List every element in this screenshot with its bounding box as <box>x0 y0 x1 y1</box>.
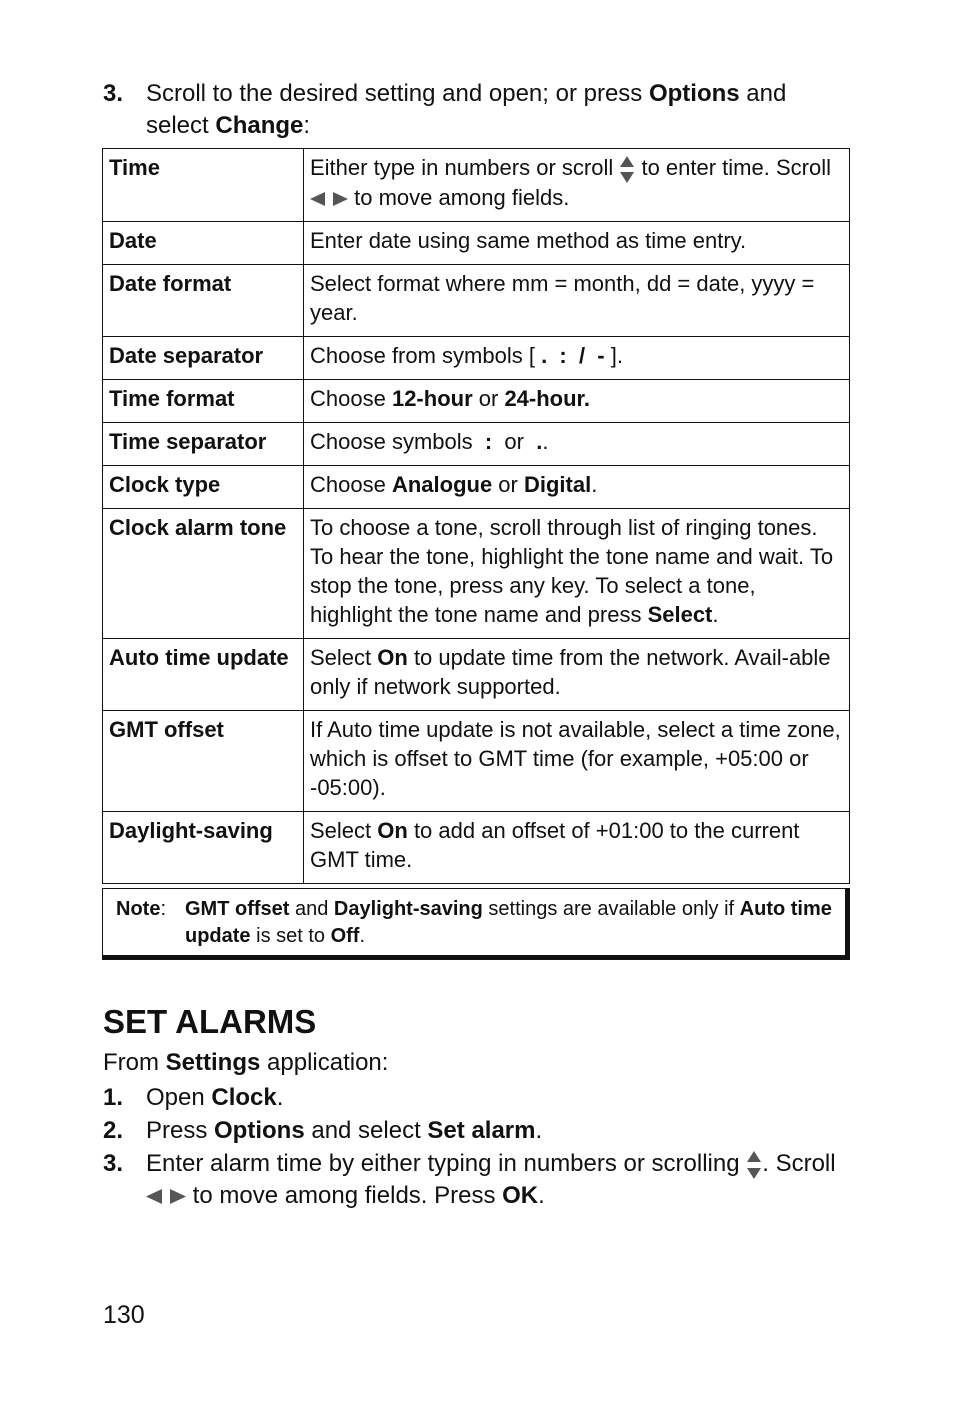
table-row <box>103 465 850 508</box>
step-number: 3. <box>103 80 124 107</box>
step-text: Open Clock. <box>146 1084 284 1111</box>
table-row <box>103 710 850 811</box>
scroll-left-right-icon <box>146 1189 186 1204</box>
note-text: GMT offset and Daylight-saving settings are available only if Auto time update is set to Off. <box>185 898 832 947</box>
step-1-open-clock <box>103 1082 848 1114</box>
step-text: Press Options and select Set alarm. <box>146 1117 543 1144</box>
scroll-up-down-icon <box>619 156 635 183</box>
setting-description: Select On to add an offset of +01:00 to the current GMT time. <box>304 811 850 883</box>
setting-name: Clock type <box>103 465 304 508</box>
table-row <box>103 264 850 336</box>
setting-description: Either type in numbers or scroll to enter time. Scroll to move among fields. <box>304 149 850 222</box>
table-row <box>103 379 850 422</box>
setting-name: Time format <box>103 379 304 422</box>
setting-description: If Auto time update is not available, select a time zone, which is offset to GMT time (for example, +05:00 or -05:00). <box>304 710 850 811</box>
setting-description: Choose 12-hour or 24-hour. <box>304 379 850 422</box>
setting-description: Select On to update time from the network. Avail-able only if network supported. <box>304 638 850 710</box>
step-text: Scroll to the desired setting and open; or press Options and select Change: <box>146 80 787 139</box>
table-row <box>103 221 850 264</box>
setting-description: Choose from symbols [ . : / - ]. <box>304 336 850 379</box>
setting-description: Choose Analogue or Digital. <box>304 465 850 508</box>
table-row <box>103 422 850 465</box>
page-number: 130 <box>103 1301 145 1329</box>
step-3-change-setting <box>103 78 848 142</box>
step-number: 3. <box>103 1150 124 1177</box>
scroll-up-down-icon <box>746 1151 762 1179</box>
note-box <box>102 888 850 960</box>
setting-description: Choose symbols : or .. <box>304 422 850 465</box>
note-label: Note: <box>116 898 167 920</box>
setting-name: Time <box>103 149 304 222</box>
scroll-left-right-icon <box>310 192 348 206</box>
clock-settings-table <box>102 148 850 884</box>
section-intro: From Settings application: <box>103 1049 389 1076</box>
step-text: Enter alarm time by either typing in numbers or scrolling . Scroll to move among fields. Press OK. <box>146 1150 836 1209</box>
step-number: 1. <box>103 1084 124 1111</box>
setting-name: Date <box>103 221 304 264</box>
setting-description: Enter date using same method as time entry. <box>304 221 850 264</box>
table-row <box>103 336 850 379</box>
step-3-enter-alarm-time <box>103 1148 848 1212</box>
setting-description: To choose a tone, scroll through list of ringing tones. To hear the tone, highlight the tone name and wait. To stop the tone, press any key. To select a tone, highlight the tone name and press Select. <box>304 508 850 638</box>
setting-name: Date format <box>103 264 304 336</box>
setting-name: Clock alarm tone <box>103 508 304 638</box>
setting-description: Select format where mm = month, dd = date, yyyy = year. <box>304 264 850 336</box>
step-number: 2. <box>103 1117 124 1144</box>
table-row <box>103 508 850 638</box>
section-heading: SET ALARMS <box>103 1003 317 1040</box>
table-row <box>103 638 850 710</box>
table-row <box>103 811 850 883</box>
setting-name: Date separator <box>103 336 304 379</box>
setting-name: Auto time update <box>103 638 304 710</box>
setting-name: GMT offset <box>103 710 304 811</box>
setting-name: Time separator <box>103 422 304 465</box>
setting-name: Daylight-saving <box>103 811 304 883</box>
table-row <box>103 149 850 222</box>
step-2-set-alarm <box>103 1115 848 1147</box>
